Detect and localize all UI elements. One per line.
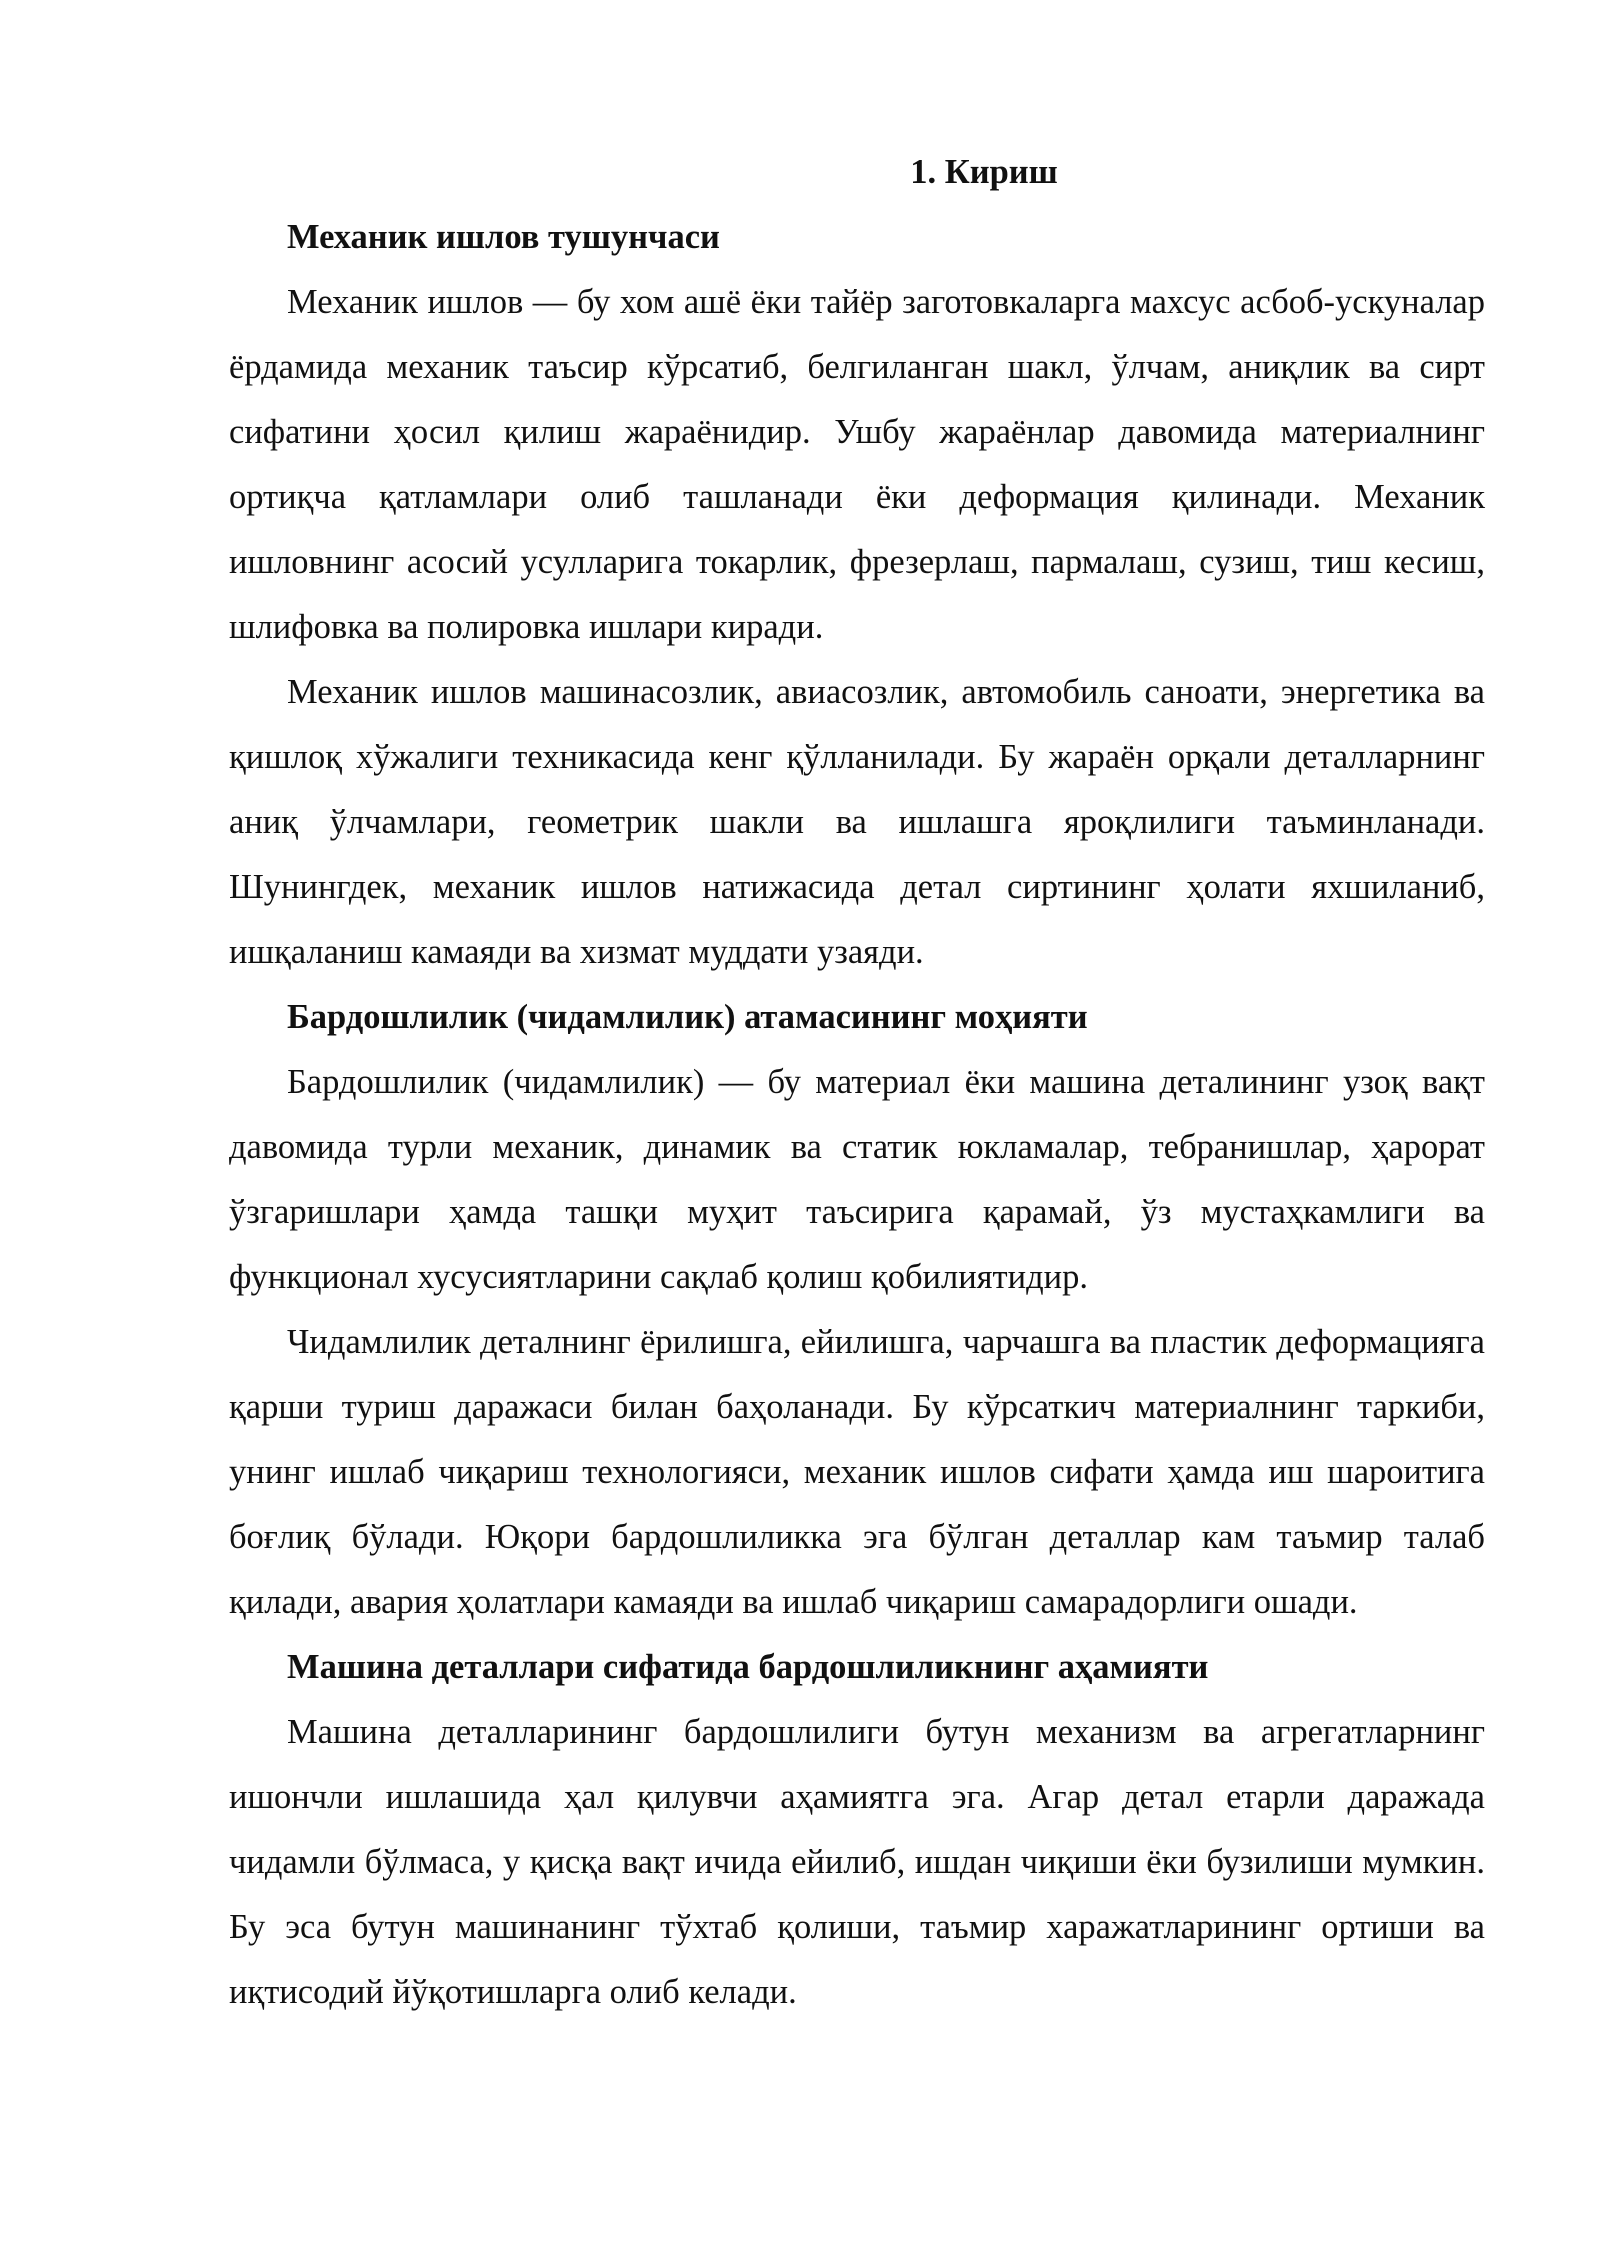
paragraph-3-1: Машина деталларининг бардошлилиги бутун механизм ва агрегатларнинг ишончли ишлашида ҳал қилувчи аҳамиятга эга. Агар детал етарли даражада чидамли бўлмаса, у қисқа вақт ичида ейилиб, ишдан чиқиши ёки бузилиши мумкин. Бу эса бутун машинанинг тўхтаб қолиши, таъмир харажатларининг ортиши ва иқтисодий йўқотишларга олиб келади.: [229, 1713, 1485, 2011]
section-heading-3: Машина деталлари сифатида бардошлиликнинг аҳамияти: [287, 1648, 1209, 1686]
paragraph-1-2: Механик ишлов машинасозлик, авиасозлик, автомобиль саноати, энергетика ва қишлоқ хўжалиги техникасида кенг қўлланилади. Бу жараён орқали деталларнинг аниқ ўлчамлари, геометрик шакли ва ишлашга яроқлилиги таъминланади. Шунингдек, механик ишлов натижасида детал сиртининг ҳолати яхшиланиб, ишқаланиш камаяди ва хизмат муддати узаяди.: [229, 673, 1485, 971]
section-heading-2: Бардошлилик (чидамлилик) атамасининг моҳияти: [287, 998, 1088, 1036]
paragraph-1-1: Механик ишлов — бу хом ашё ёки тайёр заготовкаларга махсус асбоб-ускуналар ёрдамида механик таъсир кўрсатиб, белгиланган шакл, ўлчам, аниқлик ва сирт сифатини ҳосил қилиш жараёнидир. Ушбу жараёнлар давомида материалнинг ортиқча қатламлари олиб ташланади ёки деформация қилинади. Механик ишловнинг асосий усулларига токарлик, фрезерлаш, пармалаш, сузиш, тиш кесиш, шлифовка ва полировка ишлари киради.: [229, 283, 1485, 646]
paragraph-2-2: Чидамлилик деталнинг ёрилишга, ейилишга, чарчашга ва пластик деформацияга қарши туриш даражаси билан баҳоланади. Бу кўрсаткич материалнинг таркиби, унинг ишлаб чиқариш технологияси, механик ишлов сифати ҳамда иш шароитига боғлиқ бўлади. Юқори бардошлиликка эга бўлган деталлар кам таъмир талаб қилади, авария ҳолатлари камаяди ва ишлаб чиқариш самарадорлиги ошади.: [229, 1323, 1485, 1621]
section-heading-1: Механик ишлов тушунчаси: [287, 218, 720, 256]
document-body: [229, 140, 1485, 2025]
paragraph-2-1: Бардошлилик (чидамлилик) — бу материал ёки машина деталининг узоқ вақт давомида турли механик, динамик ва статик юкламалар, тебранишлар, ҳарорат ўзгаришлари ҳамда ташқи муҳит таъсирига қарамай, ўз мустаҳкамлиги ва функционал хусусиятларини сақлаб қолиш қобилиятидир.: [229, 1063, 1485, 1296]
page-title: 1. Кириш: [910, 153, 1058, 191]
